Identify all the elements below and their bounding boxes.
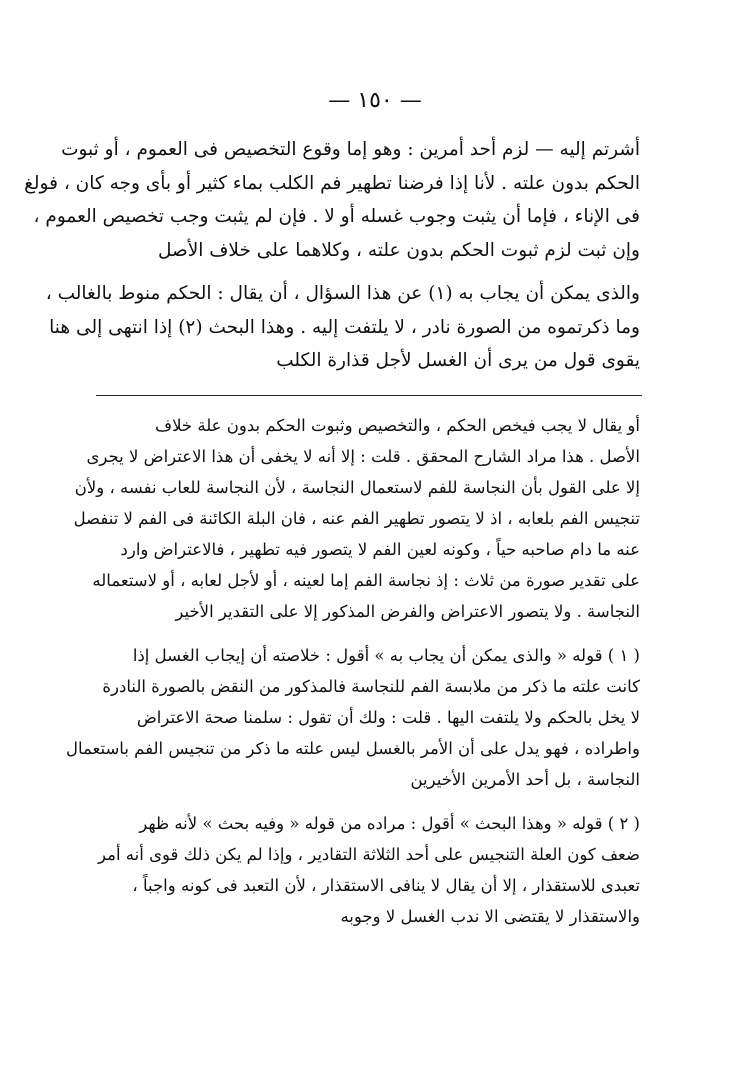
main-line: أشرتم إليه — لزم أحد أمرين : وهو إما وقوع التخصيص فى العموم ، أو ثبوت: [61, 139, 640, 160]
note-line: النجاسة ، بل أحد الأمرين الأخيرين: [410, 770, 640, 789]
note-line: إلا على القول بأن النجاسة للفم لاستعمال النجاسة ، لأن النجاسة للعاب نفسه ، ولأن: [74, 478, 640, 497]
paragraph-gap: [108, 795, 640, 808]
note-line: تعبدى للاستقذار ، إلا أن يقال لا ينافى الاستقذار ، لأن التعبد فى كونه واجباً ،: [132, 876, 640, 895]
main-line: وما ذكرتموه من الصورة نادر ، لا يلتفت إليه . وهذا البحث (٢) إذا انتهى إلى هنا: [49, 316, 640, 338]
main-line: فى الإناء ، فإما أن يثبت وجوب غسله أو لا . فإن لم يثبت وجب تخصيص العموم ،: [33, 206, 640, 227]
main-text: [24, 133, 640, 378]
note-line: لا يخل بالحكم ولا يلتفت اليها . قلت : ولك أن تقول : سلمنا صحة الاعتراض: [136, 708, 640, 727]
note-line: ضعف كون العلة التنجيس على أحد الثلاثة التقادير ، وإذا لم يكن ذلك قوى أنه أمر: [98, 845, 640, 864]
paragraph-gap: [108, 267, 640, 277]
page-number: — ١٥٠ —: [328, 88, 422, 113]
main-line: والذى يمكن أن يجاب به (١) عن هذا السؤال ، أن يقال : الحكم منوط بالغالب ،: [45, 283, 640, 304]
main-line: وإن ثبت لزم ثبوت الحكم بدون علته ، وكلاهما على خلاف الأصل: [157, 239, 640, 261]
note-line: والاستقذار لا يقتضى الا ندب الغسل لا وجوبه: [340, 907, 640, 926]
note-line: الأصل . هذا مراد الشارح المحقق . قلت : إلا أنه لا يخفى أن هذا الاعتراض لا يجرى: [86, 447, 640, 466]
note-line: أو يقال لا يجب فيخص الحكم ، والتخصيص وثبوت الحكم بدون علة خلاف: [154, 416, 640, 435]
footnote-divider: [96, 395, 642, 396]
note-line: على تقدير صورة من ثلاث : إذ نجاسة الفم إما لعينه ، أو لأجل لعابه ، أو لاستعماله: [92, 571, 640, 590]
note-line: كانت علته ما ذكر من ملابسة الفم للنجاسة فالمذكور من النقض بالصورة النادرة: [102, 677, 640, 696]
main-line: الحكم بدون علته . لأنا إذا فرضنا تطهير فم الكلب بماء كثير أو بأى وجه كان ، فولغ: [24, 172, 640, 194]
paragraph-gap: [108, 627, 640, 640]
note-line: النجاسة . ولا يتصور الاعتراض والفرض المذكور إلا على التقدير الأخير: [175, 602, 640, 621]
note-line: عنه ما دام صاحبه حياً ، وكونه لعين الفم لا يتصور فيه تطهير ، فالاعتراض وارد: [120, 540, 640, 559]
note-line: ( ٢ ) قوله « وهذا البحث » أقول : مراده من قوله « وفيه بحث » لأنه ظهر: [139, 814, 640, 833]
note-line: تنجيس الفم بلعابه ، اذ لا يتصور تطهير الفم عنه ، فان البلة الكائنة فى الفم لا تنفصل: [73, 509, 640, 528]
main-line: يقوى قول من يرى أن الغسل لأجل قذارة الكلب: [276, 350, 640, 371]
note-line: ( ١ ) قوله « والذى يمكن أن يجاب به » أقول : خلاصته أن إيجاب الغسل إذا: [132, 646, 640, 665]
footnotes: [65, 410, 640, 932]
note-line: واطراده ، فهو يدل على أن الأمر بالغسل ليس علته ما ذكر من تنجيس الفم باستعمال: [65, 739, 640, 758]
